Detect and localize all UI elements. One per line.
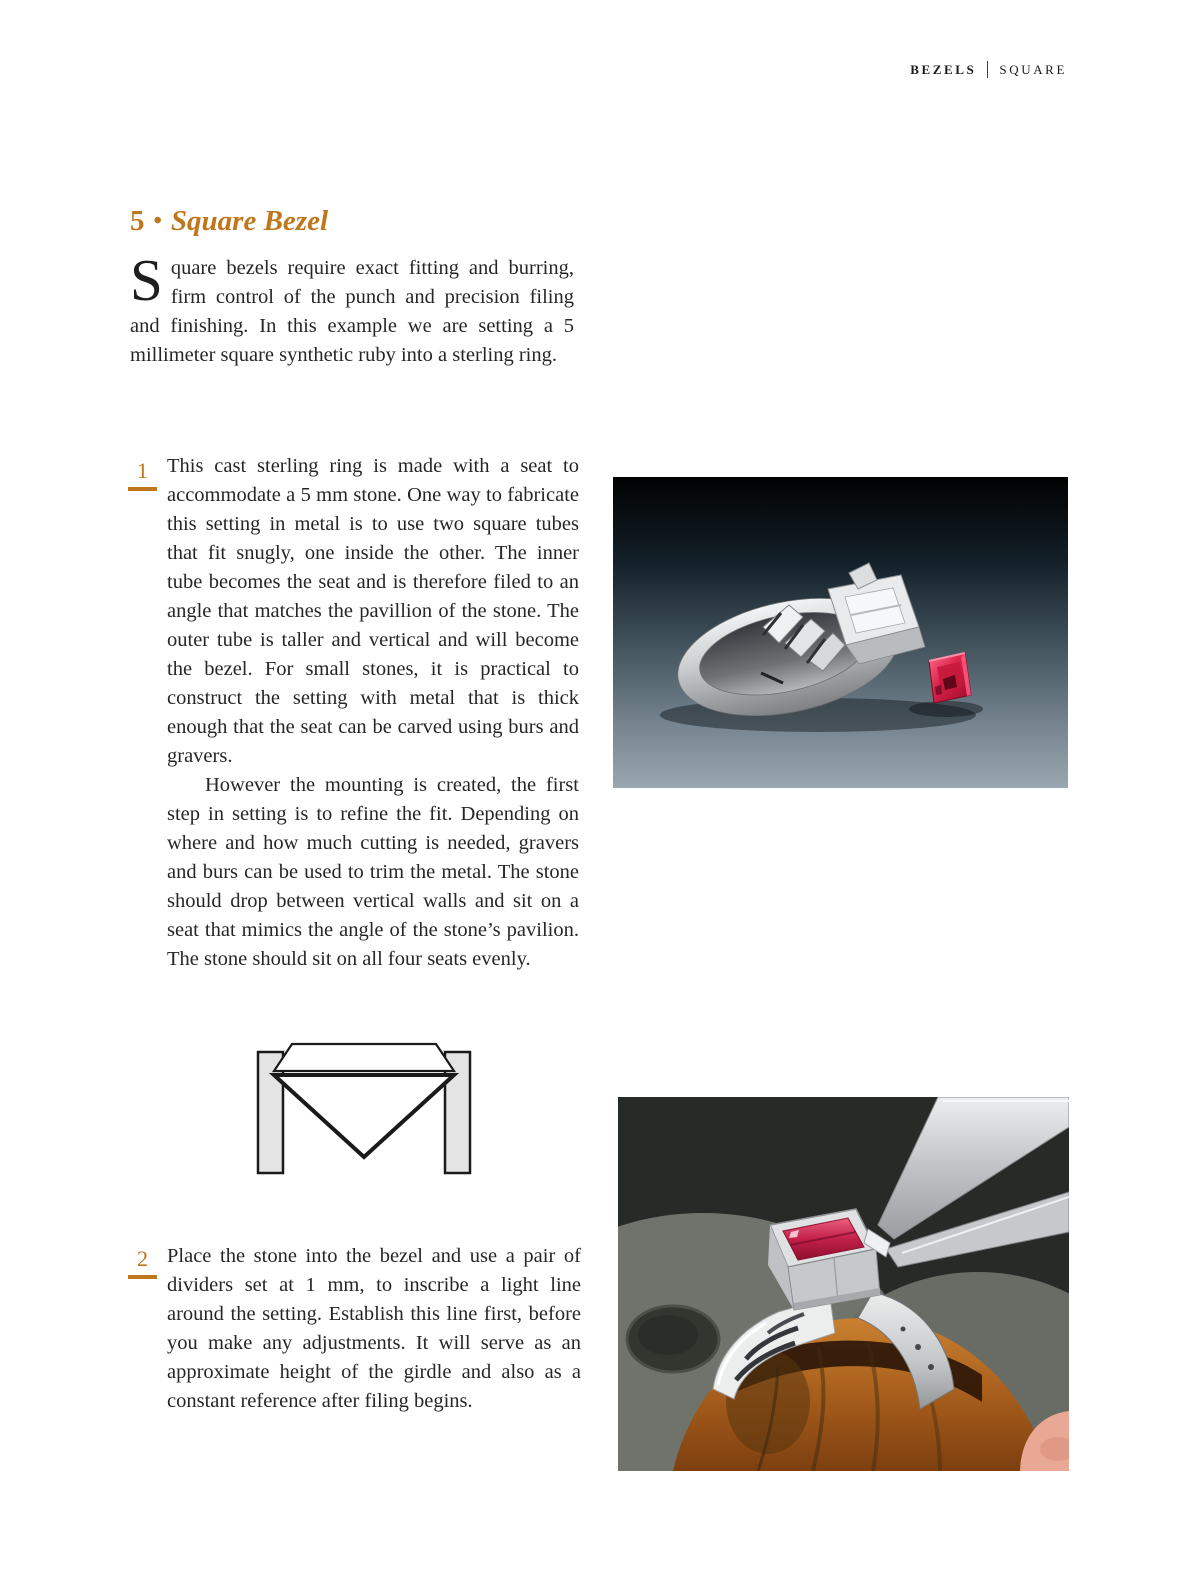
step-1-paragraph-1: This cast sterling ring is made with a seat to accommodate a 5 mm stone. One way to fabricate this setting in metal is to use two square tubes that fit snugly, one inside the other. The inner tube becomes the seat and is therefore filed to an angle that matches the pavillion of the stone. The outer tube is taller and vertical and will become the bezel. For small stones, it is practical to construct the setting with metal that is thick enough that the seat can be carved using burs and gravers.	[167, 455, 579, 767]
header-divider	[987, 61, 988, 78]
chapter-title-text: Square Bezel	[170, 205, 328, 237]
step-2-number: 2	[128, 1246, 157, 1279]
intro-dropcap: S	[130, 247, 163, 313]
step-2-text	[167, 1242, 581, 1416]
step-2-photo-tweezers-placing-stone	[618, 1097, 1069, 1471]
running-header	[910, 61, 1067, 78]
stone-seat-diagram-drawing	[255, 1041, 473, 1179]
ruby-shadow	[909, 701, 983, 717]
loose-ruby-stone	[929, 653, 971, 703]
title-bullet: •	[153, 208, 162, 234]
chapter-number: 5	[130, 205, 145, 237]
pavilion-outline	[274, 1075, 454, 1157]
intro-paragraph	[130, 247, 574, 370]
intro-text: quare bezels require exact fitting and burring, firm control of the punch and precision filing and finishing. In this example we are setting a 5 millimeter square synthetic ruby into a sterling ring.	[130, 257, 574, 366]
step-1-paragraph-2: However the mounting is created, the first step in setting is to refine the fit. Depending on where and how much cutting is needed, gravers and burs can be used to trim the metal. The stone should drop between vertical walls and sit on a seat that mimics the angle of the stone’s pavilion. The stone should sit on all four seats evenly.	[167, 774, 579, 970]
tweezers-placing-stone-illustration	[618, 1097, 1069, 1471]
step-1-photo-ring-and-ruby	[613, 477, 1068, 788]
step-1-text	[167, 452, 579, 974]
header-subsection-label: SQUARE	[999, 61, 1067, 77]
chapter-title	[130, 205, 328, 238]
step-2-paragraph-1: Place the stone into the bezel and use a pair of dividers set at 1 mm, to inscribe a light line around the setting. Establish this line first, before you make any adjustments. It will serve as an approximate height of the girdle and also as a constant reference after filing begins.	[167, 1245, 581, 1412]
stone-seat-diagram	[255, 1041, 473, 1179]
header-section-label: BEZELS	[910, 61, 977, 77]
ring-and-ruby-illustration	[613, 477, 1068, 788]
stone-cross-section	[274, 1044, 454, 1157]
step-1-number: 1	[128, 458, 157, 491]
